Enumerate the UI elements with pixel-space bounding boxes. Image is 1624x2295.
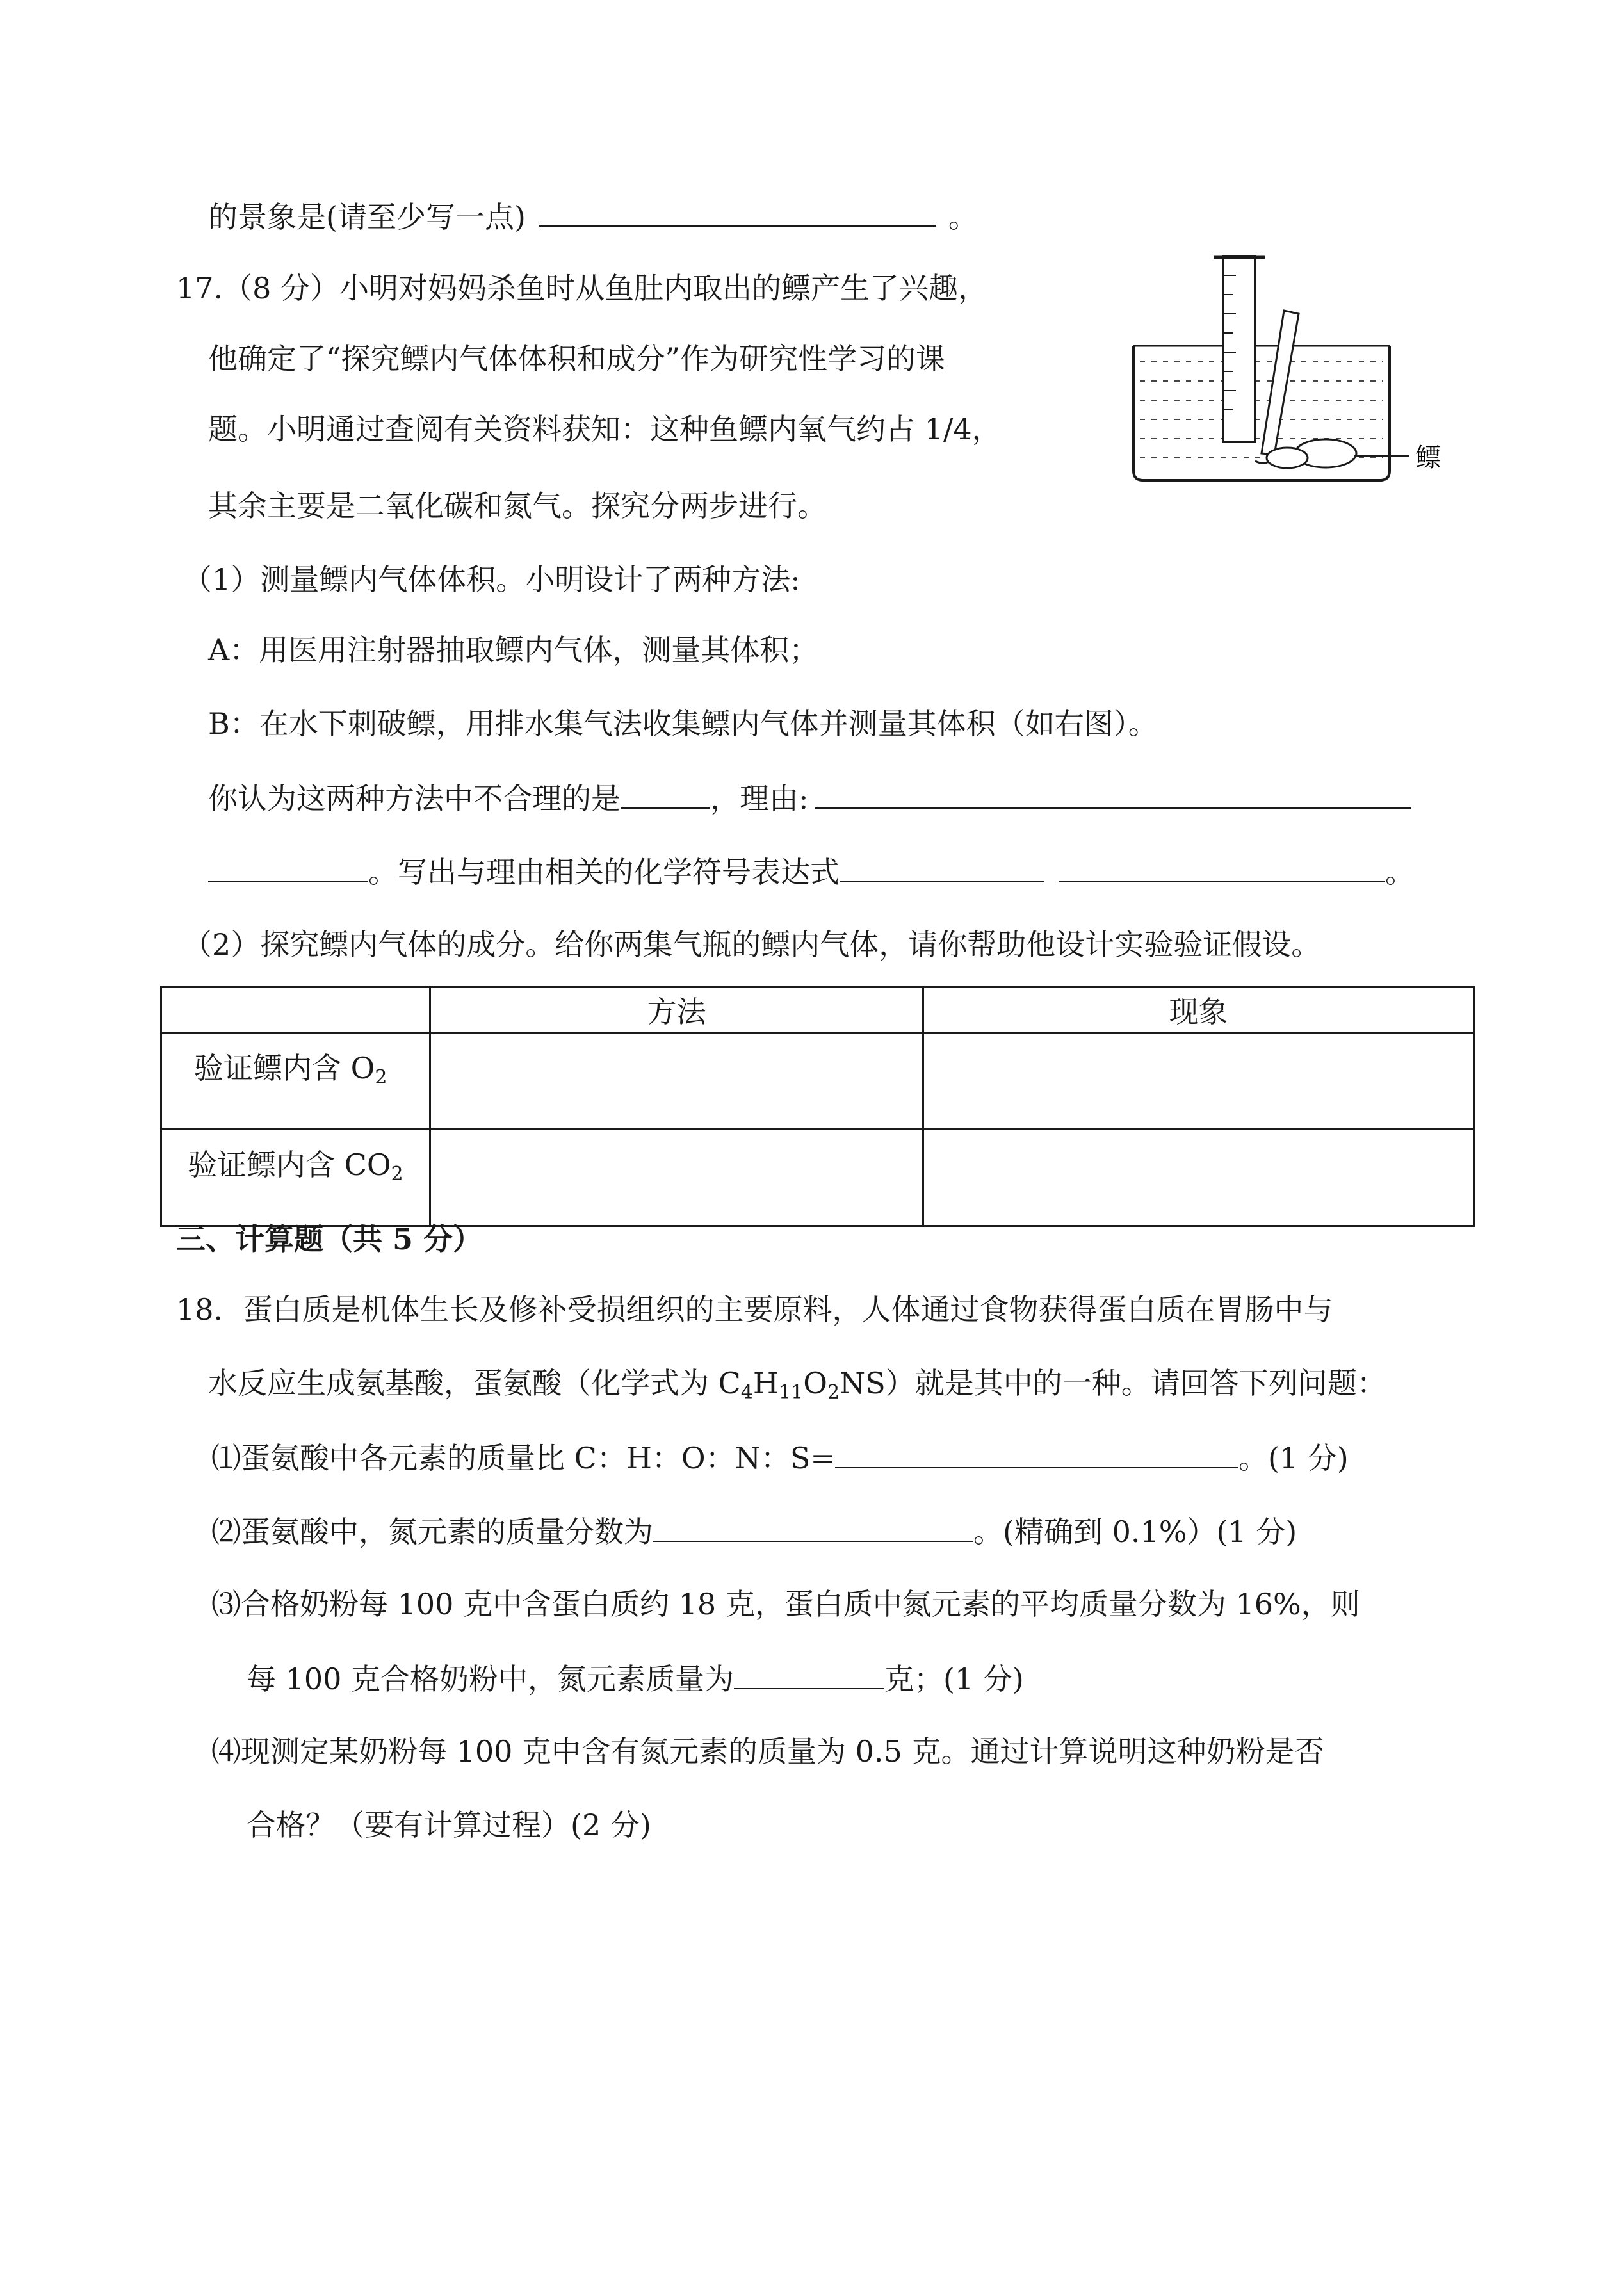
q18-sub-2 (211, 1511, 1297, 1551)
q17-line-4: 其余主要是二氧化碳和氮气。探究分两步进行。 (208, 489, 827, 523)
figure-label: 鳔 (1415, 443, 1441, 473)
q18-sub-3-cont (247, 1658, 1024, 1698)
answer-line-16 (208, 195, 978, 236)
table-header-row (161, 987, 1474, 1033)
text: ⑴蛋氨酸中各元素的质量比 C：H：O：N：S= (211, 1441, 835, 1475)
q18-line-2 (208, 1364, 1386, 1402)
q18-sub-3: ⑶合格奶粉每 100 克中含蛋白质约 18 克，蛋白质中氮元素的平均质量分数为 16%，则 (211, 1587, 1360, 1621)
subscript: 4 (740, 1381, 753, 1404)
text: 克；(1 分) (884, 1662, 1024, 1696)
q18-sub-4: ⑷现测定某奶粉每 100 克中含有氮元素的质量为 0.5 克。通过计算说明这种奶粉是否 (211, 1734, 1324, 1769)
row-label-co2 (161, 1130, 430, 1226)
header-empty (161, 987, 430, 1033)
text: H (752, 1366, 779, 1400)
cell-method-co2[interactable] (430, 1130, 923, 1226)
blank-expression-1[interactable] (840, 852, 1044, 882)
text: 的景象是(请至少写一点) (208, 200, 526, 234)
text: 。 (1385, 855, 1415, 889)
section-3-title: 三、计算题（共 5 分） (176, 1222, 483, 1256)
text: 。 (948, 200, 978, 234)
text: ⑵蛋氨酸中，氮元素的质量分数为 (211, 1514, 653, 1549)
method-a: A：用医用注射器抽取鳔内气体，测量其体积； (208, 633, 819, 667)
text: 。写出与理由相关的化学符号表达式 (368, 855, 840, 889)
subscript: 2 (375, 1066, 387, 1089)
blank-reason-cont[interactable] (208, 852, 368, 882)
header-method: 方法 (430, 987, 923, 1033)
cell-phenomenon-o2[interactable] (923, 1033, 1474, 1130)
subscript: 2 (827, 1381, 840, 1404)
method-b: B：在水下刺破鳔，用排水集气法收集鳔内气体并测量其体积（如右图）。 (208, 706, 1158, 741)
q18-sub-4-cont: 合格？（要有计算过程）(2 分) (247, 1808, 651, 1842)
text: 。(精确到 0.1%）(1 分) (973, 1514, 1297, 1549)
text: NS）就是其中的一种。请回答下列问题： (840, 1366, 1386, 1400)
q17-line-2: 他确定了“探究鳔内气体体积和成分”作为研究性学习的课 (208, 341, 946, 376)
blank-reason[interactable] (815, 778, 1411, 809)
text: ，理由: (710, 781, 809, 816)
blank-mass-ratio[interactable] (835, 1438, 1238, 1468)
q17-line-3: 题。小明通过查阅有关资料获知：这种鱼鳔内氧气约占 1/4， (208, 412, 1002, 446)
header-phenomenon: 现象 (923, 987, 1474, 1033)
question-expression (208, 852, 1415, 891)
text: 每 100 克合格奶粉中，氮元素质量为 (247, 1662, 735, 1696)
part-1-title: （1）测量鳔内气体体积。小明设计了两种方法: (183, 562, 800, 597)
row-label-o2 (161, 1033, 430, 1130)
blank-nitrogen-mass[interactable] (734, 1658, 884, 1689)
experiment-table (160, 986, 1475, 1227)
blank[interactable] (539, 195, 936, 227)
text: 。(1 分) (1238, 1441, 1349, 1475)
blank-mass-fraction[interactable] (653, 1511, 973, 1542)
text: 你认为这两种方法中不合理的是 (208, 781, 621, 816)
text: 水反应生成氨基酸，蛋氨酸（化学式为 C (208, 1366, 741, 1400)
part-2-title: （2）探究鳔内气体的成分。给你两集气瓶的鳔内气体，请你帮助他设计实验验证假设。 (183, 927, 1321, 962)
subscript: 11 (779, 1381, 804, 1404)
table-row (161, 1033, 1474, 1130)
cell-phenomenon-co2[interactable] (923, 1130, 1474, 1226)
blank-method[interactable] (621, 778, 710, 809)
q18-line-1: 18．蛋白质是机体生长及修补受损组织的主要原料，人体通过食物获得蛋白质在胃肠中与 (176, 1292, 1333, 1327)
q17-line-1: 17.（8 分）小明对妈妈杀鱼时从鱼肚内取出的鳔产生了兴趣， (176, 271, 988, 305)
question-unreasonable (208, 778, 1411, 818)
text: 验证鳔内含 CO (188, 1148, 391, 1182)
text: 验证鳔内含 O (194, 1051, 375, 1085)
gas-collection-figure (1127, 250, 1460, 493)
text: O (803, 1366, 827, 1400)
subscript: 2 (391, 1163, 403, 1185)
table-row (161, 1130, 1474, 1226)
cell-method-o2[interactable] (430, 1033, 923, 1130)
q18-sub-1 (211, 1438, 1349, 1477)
blank-expression-2[interactable] (1059, 852, 1385, 882)
